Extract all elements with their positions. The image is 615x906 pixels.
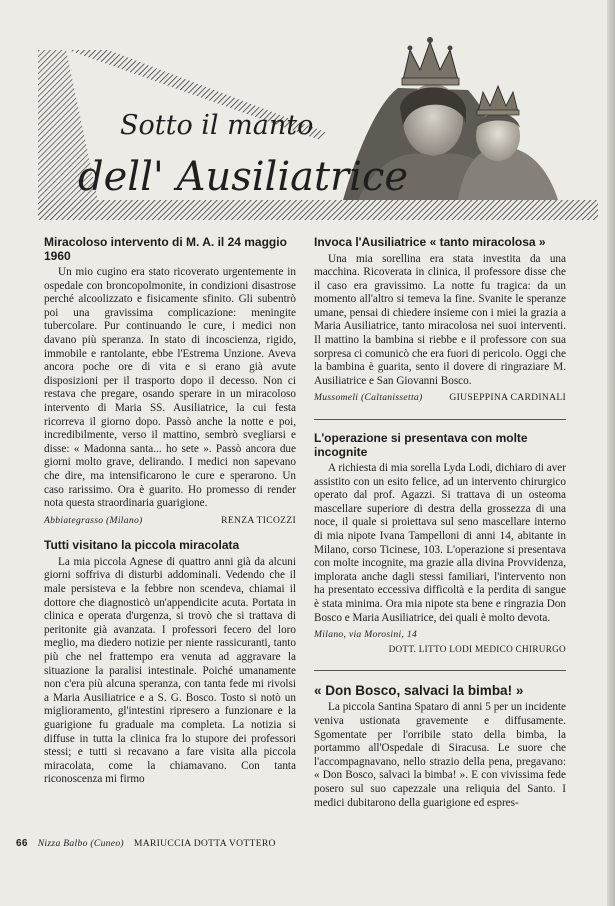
crown-madonna-icon: [402, 37, 459, 85]
signature-name: GIUSEPPINA CARDINALI: [449, 392, 566, 404]
article-don-bosco-salvaci: [314, 683, 566, 810]
signature-name: RENZA TICOZZI: [221, 514, 296, 526]
divider: [314, 419, 566, 420]
signature-place: Milano, via Morosini, 14: [314, 629, 418, 641]
divider: [314, 670, 566, 671]
article-title: L'operazione si presentava con molte incognite: [314, 431, 528, 459]
footer-signature-place: Nizza Balbo (Cuneo): [37, 838, 124, 849]
article-signature: [314, 628, 566, 642]
header-illustration: [38, 28, 598, 226]
hatch-band-bottom: [38, 200, 598, 220]
crown-child-icon: [477, 86, 519, 115]
page-number: 66: [16, 838, 28, 849]
article-miracoloso: [44, 236, 296, 527]
title-line2: dell' Ausiliatrice: [78, 154, 409, 200]
right-column: [314, 236, 566, 810]
article-signature: [314, 391, 566, 405]
article-invoca-ausiliatrice: [314, 236, 566, 405]
article-signature: [44, 514, 296, 528]
article-body: Un mio cugino era stato ricoverato urgentemente in ospedale con broncopolmonite, in condizioni disastrose perché alcoolizzato e fisicamente sfinito. Gli subentrò poi una gravissima complicazione: meningite tubercolare. Pur continuando le cure, i medici non davano più speranza. In stato di incoscienza, rigido, immobile e rantolante, ebbe l'Estrema Unzione. Aveva ancora poche ore di vita e si erano già avute disposizioni per il trasporto dopo il decesso. Non ci restava che pregare, osando sperare in un miracoloso intervento di Maria SS. Ausiliatrice, la cui festa ricorreva il giorno dopo. Passò anche la notte e poi, incredibilmente, verso il mattino, sembrò svegliarsi e disse: « Madonna santa... ho sete ». Passò ancora due giorni molto grave, delirando. I medici non sapevano che dire, ma intensificarono le cure e sperarono. Un caso rarissimo. Ora è guarito. Ho promesso di render nota questa straordinaria guarigione.: [44, 266, 296, 510]
footer-signature-name: MARIUCCIA DOTTA VOTTERO: [133, 838, 276, 849]
article-body: La piccola Santina Spataro di anni 5 per un incidente veniva ustionata gravemente e diffusamente. Sgomentate per l'orribile stato della bimba, la portammo all'Ospedale di Siracusa. Le suore che l'accompagnavano, nello strazio della pena, pregavano: « Don Bosco, salvaci la bimba! ». E con vivissima fede posero sul suo capezzale una reliquia del Santo. I medici dubitarono della guarigione ed espres-: [314, 701, 566, 809]
title-line1: Sotto il manto: [120, 110, 314, 141]
signature-name: DOTT. LITTO LODI MEDICO CHIRURGO: [388, 643, 566, 654]
article-title: « Don Bosco, salvaci la bimba! »: [314, 683, 524, 699]
signature-place: Abbiategrasso (Milano): [44, 514, 143, 526]
article-title: Invoca l'Ausiliatrice « tanto miracolosa »: [314, 235, 546, 249]
article-operazione: [314, 432, 566, 656]
article-piccola-miracolata: [44, 539, 296, 787]
article-body: La mia piccola Agnese di quattro anni già da alcuni giorni soffriva di disturbi addominali. Vedendo che il male persisteva e la febbre non scendeva, chiamai il dottore che diagnosticò un'appendicite acuta. Portata in clinica e operata d'urgenza, si trovò che si trattava di peritonite già avanzata. I professori fecero del loro meglio, ma diedero notizie per niente rassicuranti, tanto più che nel frattempo era venuta ad aggravare la situazione la paralisi intestinale. Poiché umanamente non c'era più alcuna speranza, con tanta fede mi rivolsi a Maria Ausiliatrice e a S. G. Bosco. Tosto si notò un miglioramento, gl'intestini ripresero a funzionare e la guarigione fu graduale ma completa. La notizia si diffuse in tutta la clinica fra lo stupore dei professori stessi; e tutti si recavano a fare visita alla piccola miracolata, come la chiamavano. Con tanta riconoscenza mi firmo: [44, 555, 296, 786]
page-footer: [16, 838, 296, 849]
signature-place: Mussomeli (Caltanissetta): [314, 392, 423, 404]
left-column: [44, 236, 296, 787]
page-spine: [607, 0, 615, 906]
article-body: Una mia sorellina era stata investita da una macchina. Ricoverata in clinica, il professore disse che il caso era gravissimo. La notte fu tragica: da un momento all'altro si temeva la fine. Svanite le speranze umane, pensai di chiedere insieme con i miei la grazia a Maria Ausiliatrice, tanto miracolosa nei suoi interventi. Il mattino la bambina si riebbe e il professore con sua sorpresa ci comunicò che era fuori di pericolo. Oggi che la bambina è guarita, sento il dovere di ringraziare M. Ausiliatrice e San Giovanni Bosco.: [314, 252, 566, 387]
article-title: Miracoloso intervento di M. A. il 24 maggio 1960: [44, 235, 287, 263]
article-body: A richiesta di mia sorella Lyda Lodi, dichiaro di aver assistito con un esito felice, ad un intervento chirurgico operato dal prof. Agazzi. Si trattava di un osteoma mascellare superiore di destra della grossezza di una noce, il quale si proiettava sul seno mascellare interno di mia nipote Ivana Tampelloni di anni 14, abitante in Milano, corso Ticinese, 103. L'operazione si presentava con molte incognite, ma grazie alla divina Provvidenza, implorata anche dagli stessi familiari, l'intervento non ha presentato eccessiva difficoltà e la perdita di sangue è stata minima. Ora mia nipote sta bene e ringrazia Don Bosco e Maria Ausiliatrice, dei quali è molto devota.: [314, 462, 566, 624]
article-title: Tutti visitano la piccola miracolata: [44, 538, 240, 553]
header-banner: [38, 28, 598, 226]
